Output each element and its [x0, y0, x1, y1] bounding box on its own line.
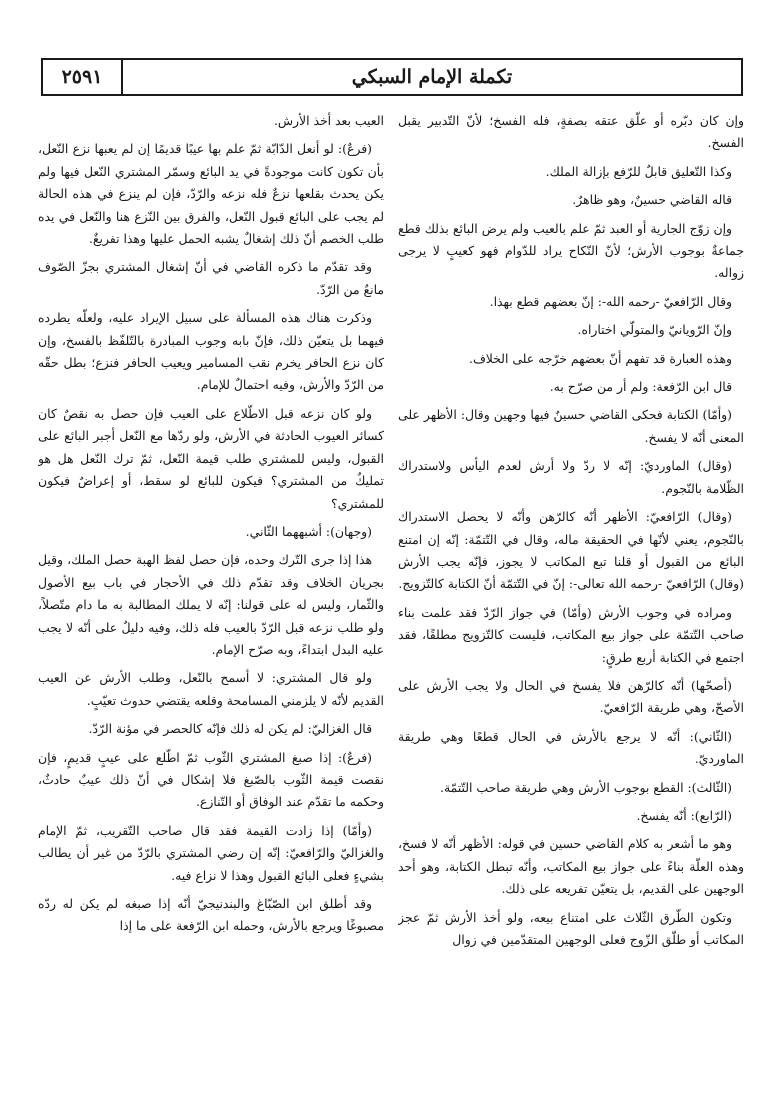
paragraph: وتكون الطّرق الثّلاث على امتناع بيعه، ولو أخذ الأرش ثمّ عجز المكاتب أو طلّق الزّوج فعلى الوجهين المتقدّمين في زوال	[398, 909, 744, 947]
page-number: ٢٥٩١	[61, 66, 103, 88]
right-text-column	[398, 110, 744, 1090]
paragraph: (فرعٌ): إذا صبغ المشتري الثّوب ثمّ اطّلع على عيبٍ قديمٍ، فإن نقصت قيمة الثّوب بالصّبغ فلا إشكال في أنّ ذلك عيبٌ حادثٌ، وحكمه ما تقدّم عند الوفاق أو التّنازع.	[38, 749, 384, 810]
paragraph: قاله القاضي حسينٌ، وهو ظاهرٌ.	[572, 192, 732, 208]
paragraph: وقال الرّافعيّ -رحمه الله-: إنّ بعضهم قطع بهذا.	[489, 293, 732, 309]
paragraph: (وأمّا) الكتابة فحكى القاضي حسينٌ فيها وجهين وقال: الأظهر على المعنى أنّه لا يفسخ.	[398, 407, 744, 445]
paragraph: وقد تقدّم ما ذكره القاضي في أنّ إشغال المشتري بجزّ الصّوف مانعٌ من الرّدّ.	[38, 259, 384, 297]
paragraph: (فرعٌ): لو أنعل الدّابّة ثمّ علم بها عيبًا قديمًا إن لم يعبها نزع النّعل، بأن تكون كانت موجودةً في يد البائع وسمّر المشتري النّعل فيها ولم يكن يحدث بقلعها نزعٌ فله نزعه والرّدّ، فإن لم ينزع في هذه الحالة لم يجب على البائع قبول النّعل، والفرق بين النّزع هنا والنّعل في يده طلب الخصم أنّ ذلك إشغالٌ يشبه الحمل عليها وهذا تفريغٌ.	[38, 141, 384, 247]
paragraph: العيب بعد أخذ الأرش.	[273, 113, 384, 128]
paragraph: (الرّابع): أنّه يفسخ.	[636, 807, 732, 823]
paragraph: ولو كان نزعه قبل الاطّلاع على العيب فإن حصل به نقصٌ كان كسائر العيوب الحادثة في الأرش، ولو ردّها مع النّعل أجبر البائع على القبول، وليس للمشتري طلب قيمة النّعل، ثمّ ترك النّعل هل هو تمليكٌ من المشتري؟ فيكون للبائع لو سقط، أو إعراضٌ فيكون للمشتري؟	[38, 405, 384, 511]
paragraph: (وأمّا) إذا زادت القيمة فقد قال صاحب التّقريب، ثمّ الإمام والغزاليّ والرّافعيّ: إنّه إن رضي المشتري بالرّدّ من غير أن يطالب بشيءٍ فعلى البائع القبول وهذا لا نزاع فيه.	[38, 822, 384, 883]
paragraph: وإنّ الرّويانيّ والمتولّي اختاراه.	[577, 322, 732, 338]
paragraph: وإن كان دبّره أو علّق عتقه بصفةٍ، فله الفسخ؛ لأنّ التّدبير يقبل الفسخ.	[398, 113, 744, 151]
paragraph: وكذا التّعليق قابلٌ للرّفع بإزالة الملك.	[545, 163, 732, 179]
paragraph: وإن زوّج الجارية أو العبد ثمّ علم بالعيب ولم يرض البائع بذلك قطع جماعةٌ بوجوب الأرش؛ لأنّ النّكاح يراد للدّوام فهو كعيبٍ لا يرجى زواله.	[398, 220, 744, 281]
paragraph: قال الغزاليّ: لم يكن له ذلك فإنّه كالحصر في مؤنة الرّدّ.	[88, 721, 372, 737]
running-header	[41, 58, 743, 96]
paragraph: ومراده في وجوب الأرش (وأمّا) في جواز الرّدّ فقد علمت بناء صاحب التّتمّة على جواز بيع المكاتب، فليست كالتّزويج مطلقًا، فقد اجتمع في الكتابة أربع طرقٍ:	[398, 604, 744, 665]
paragraph: (وقال) الرّافعيّ: الأظهر أنّه كالرّهن وأنّه لا يحصل الاستدراك بالنّجوم، يعني لأنّها في الحقيقة ماله، وقال في التّتمّة: إنّه إن امتنع البائع من القبول أو قلنا تبع المكاتب لا يجوز، فإنّه يجب الأرش (وقال) الرّافعيّ -رحمه الله تعالى-: إنّ في التّتمّة أنّ الكتابة كالتّزويج.	[398, 509, 744, 592]
paragraph: ولو قال المشتري: لا أسمح بالنّعل، وطلب الأرش عن العيب القديم لأنّه لا يلزمني المسامحة وقلعه يقتضي حدوث تعيّبٍ.	[38, 670, 384, 708]
paragraph: هذا إذا جرى التّرك وحده، فإن حصل لفظ الهبة حصل الملك، وقيل بجريان الخلاف وقد تقدّم ذلك في الأحجار في باب بيع الأصول والثّمار، وليس له على قولنا: إنّه لا يملك المطالبة به ما دام متّصلاً، ولو طلب نزعه قبل الرّدّ بالعيب فله ذلك، وفيه دليلٌ على أنّه لا يجب عليه البدل ابتداءً، وبه صرّح الإمام.	[38, 552, 384, 657]
paragraph: وقد أطلق ابن الصّبّاغ والبندنيجيّ أنّه إذا صبغه لم يكن له ردّه مصبوغًا ويرجع بالأرش، وحمله ابن الرّفعة على ما إذا	[38, 896, 384, 934]
paragraph: (وجهان): أشبههما الثّاني.	[245, 523, 372, 539]
paragraph: قال ابن الرّفعة: ولم أر من صرّح به.	[549, 379, 732, 395]
header-divider	[121, 60, 123, 94]
paragraph: (الثّالث): القطع بوجوب الأرش وهي طريقة صاحب التّتمّة.	[440, 779, 732, 795]
paragraph: (أصحّها) أنّه كالرّهن فلا يفسخ في الحال ولا يجب الأرش على الأصحّ، وهي طريقة الرّافعيّ.	[398, 677, 744, 716]
paragraph: وهذه العبارة قد تفهم أنّ بعضهم خرّجه على الخلاف.	[469, 350, 732, 366]
left-text-column	[38, 110, 384, 1090]
paragraph: وهو ما أشعر به كلام القاضي حسين في قوله: الأظهر أنّه لا فسخ، وهذه العلّة بناءً على جواز بيع المكاتب، وأنّه تبطل الكتابة، وهو أحد الوجهين على القديم، بل يتعيّن تفريعه على ذلك.	[398, 836, 744, 897]
paragraph: وذكرت هناك هذه المسألة على سبيل الإيراد عليه، ولعلّه يطرده فيهما بل يتعيّن ذلك، فإنّ بابه وجوب المبادرة بالتّلفّظ بالفسخ، وإن كان نزع الحافر يخرم نقب المسامير ويعيب الحافر فنزع؛ بطل حقّه من الرّدّ والأرش، وفيه احتمالٌ للإمام.	[38, 310, 384, 393]
paragraph: (الثّاني): أنّه لا يرجع بالأرش في الحال قطعًا وهي طريقة الماورديّ.	[398, 728, 744, 767]
book-title: تكملة الإمام السبكي	[351, 66, 513, 88]
paragraph: (وقال) الماورديّ: إنّه لا ردّ ولا أرش لعدم اليأس ولاستدراك الظّلامة بالنّجوم.	[398, 458, 744, 496]
